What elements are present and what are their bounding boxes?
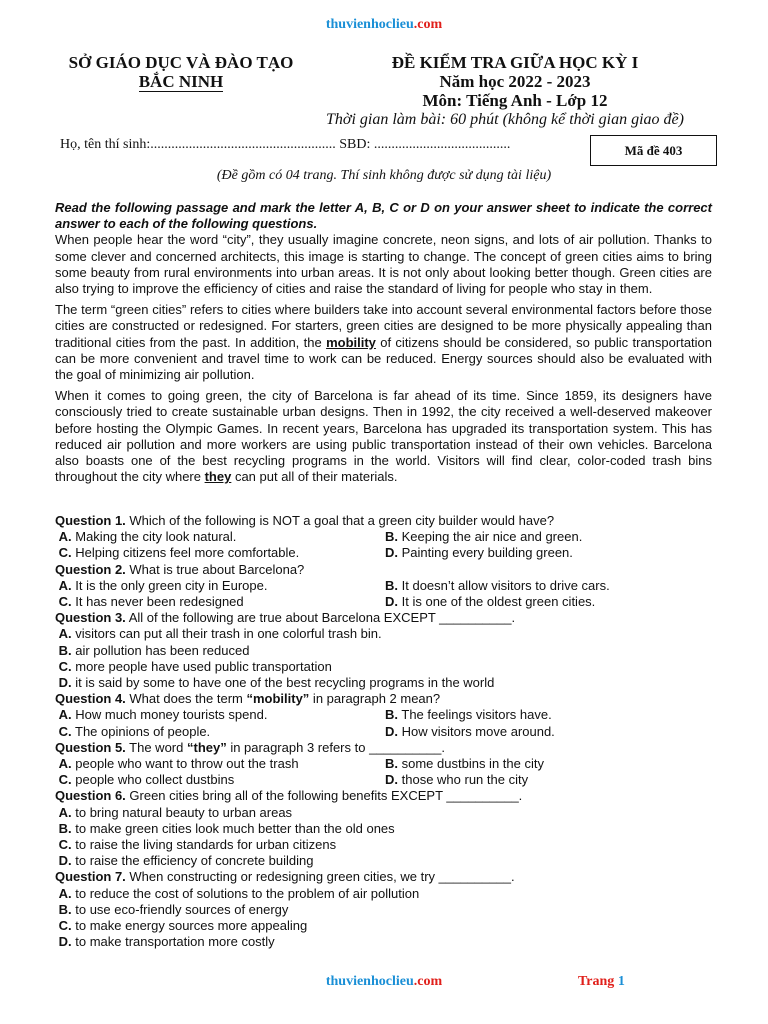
question-1 [55,513,725,529]
option-b[interactable]: B. air pollution has been reduced [58,642,250,658]
option-b[interactable]: B. some dustbins in the city [385,755,544,771]
option-c[interactable]: C. people who collect dustbins [58,772,235,788]
instruction: Read the following passage and mark the letter A, B, C or D on your answer sheet to indicate the correct answer to each of the following questions. [55,200,712,232]
site-name-top [0,17,768,33]
question-label: Question 6. [55,788,126,804]
question-1-options-cd [55,545,725,561]
question-4-options-ab [55,707,725,723]
site-name-part2: .com [413,17,443,32]
option-b[interactable]: B. to use eco-friendly sources of energy [58,901,289,917]
question-2 [55,562,725,578]
passage-paragraph-1: When people hear the word “city”, they usually imagine concrete, neon signs, and lots of air pollution. Thanks to some clever and concerned architects, this image is starting to change. The concept of green cities aims to bring some beauty from rural environments into urban areas. It is not only about looking better though. Green cities are also trying to improve the efficiency of cities and raise the standard of living for people who stay in them. [55,232,712,297]
passage-paragraph-3 [55,388,712,485]
question-2-options-ab [55,578,725,594]
option-a[interactable]: A. to bring natural beauty to urban areas [58,804,293,820]
question-keyword: “mobility” [246,691,310,707]
question-text: All of the following are true about Barcelona EXCEPT __________. [125,610,516,626]
question-label: Question 4. [55,691,126,707]
p2-text-a: The term “green cities” refers to cities where builders take into account several environmental factors before those cities are constructed or redesigned. For starters, green cities are designed to be more physically appealing than traditional cities from the past. In addition, the [55,302,712,350]
question-label: Question 3. [55,610,126,626]
option-a[interactable]: A. to reduce the cost of solutions to the problem of air pollution [58,885,420,901]
header-right [330,53,700,110]
option-b[interactable]: B. to make green cities look much better than the old ones [58,820,395,836]
page-num: 1 [617,974,625,989]
option-a[interactable]: A. Making the city look natural. [58,529,237,545]
option-c[interactable]: C. more people have used public transportation [58,658,332,674]
question-5-options-ab [55,756,725,772]
site-name-part1: thuvienhoclieu [325,17,414,32]
question-text: Green cities bring all of the following benefits EXCEPT __________. [125,788,523,804]
reading-section [55,200,712,485]
option-c[interactable]: C. to make energy sources more appealing [58,917,308,933]
questions-section [55,513,725,950]
option-d[interactable]: D. to make transportation more costly [58,934,275,950]
time-limit: Thời gian làm bài: 60 phút (không kể thời gian giao đề) [326,111,684,128]
question-5-options-cd [55,772,725,788]
option-d[interactable]: D. Painting every building green. [385,545,573,561]
question-4-options-cd [55,724,725,740]
question-label: Question 5. [55,739,126,755]
option-c[interactable]: C. It has never been redesigned [58,593,244,609]
passage-paragraph-2 [55,302,712,383]
option-c[interactable]: C. to raise the living standards for urban citizens [58,836,337,852]
question-label: Question 1. [55,513,126,528]
footer-site-part1: thuvienhoclieu [325,974,414,989]
question-2-options-cd [55,594,725,610]
option-b[interactable]: B. It doesn’t allow visitors to drive cars. [385,577,610,593]
question-3 [55,610,725,626]
question-5: Question 5. The word “they” in paragraph 3 refers to __________. [55,739,445,755]
question-text: Which of the following is NOT a goal that a green city builder would have? [125,513,555,528]
option-d[interactable]: D. those who run the city [385,772,529,788]
question-6 [55,788,725,804]
option-a[interactable]: A. How much money tourists spend. [58,707,268,723]
exam-code-box: Mã đề 403 [590,135,717,166]
option-c[interactable]: C. Helping citizens feel more comfortable. [58,545,300,561]
option-a[interactable]: A. visitors can put all their trash in one colorful trash bin. [58,626,382,642]
question-4: Question 4. What does the term “mobility” in paragraph 2 mean? [55,691,441,707]
exam-note: (Đề gồm có 04 trang. Thí sinh không được sử dụng tài liệu) [216,168,552,183]
question-label: Question 2. [55,561,126,577]
question-text: What is true about Barcelona? [125,561,305,577]
school-year: Năm học 2022 - 2023 [439,72,591,91]
question-text: When constructing or redesigning green cities, we try __________. [125,869,515,885]
question-keyword: “they” [186,739,227,755]
option-b[interactable]: B. Keeping the air nice and green. [385,529,583,545]
page-number [578,974,625,990]
option-d[interactable]: D. to raise the efficiency of concrete building [58,853,314,869]
province-name: BẮC NINH [138,72,224,91]
subject: Môn: Tiếng Anh - Lớp 12 [422,91,608,110]
option-d[interactable]: D. it is said by some to have one of the best recycling programs in the world [58,674,495,690]
keyword-mobility: mobility [326,334,376,350]
p3-text-b: can put all of their materials. [231,469,398,485]
page-label: Trang [578,974,615,989]
p2-text-b: of citizens should be considered, so public transportation can be more convenient and travel time to work can be reduced. Energy sources should also be evaluated with the goal of minimizing air pollution. [55,334,713,383]
option-b[interactable]: B. The feelings visitors have. [385,707,552,723]
site-name-footer [0,974,768,990]
question-1-options-ab [55,529,725,545]
department-name: SỞ GIÁO DỤC VÀ ĐÀO TẠO [68,53,294,72]
option-d[interactable]: D. How visitors move around. [385,723,555,739]
option-a[interactable]: A. people who want to throw out the trash [58,755,299,771]
question-7 [55,869,725,885]
footer-site-part2: .com [413,974,443,989]
option-c[interactable]: C. The opinions of people. [58,723,211,739]
question-label: Question 7. [55,869,126,885]
student-info-line: Họ, tên thí sinh:..................................................... SBD: ....................................... [60,137,511,152]
option-d[interactable]: D. It is one of the oldest green cities. [385,593,596,609]
exam-title: ĐỀ KIỂM TRA GIỮA HỌC KỲ I [391,53,639,72]
option-a[interactable]: A. It is the only green city in Europe. [58,577,268,593]
p3-text-a: When it comes to going green, the city of Barcelona is far ahead of its time. Since 1859, its designers have consciously tried to create sustainable urban designs. Then in 1992, the city received a well-deserved makeover before hosting the Olympic Games. In recent years, Barcelona has upgraded its transportation system. This has reduced air pollution and more workers are using public transportation instead of their own vehicles. Barcelona also boasts one of the best recycling programs in the world. Visitors will find clear, color-coded trash bins throughout the city where [55,388,712,485]
header-left [40,53,322,91]
keyword-they: they [204,469,232,485]
